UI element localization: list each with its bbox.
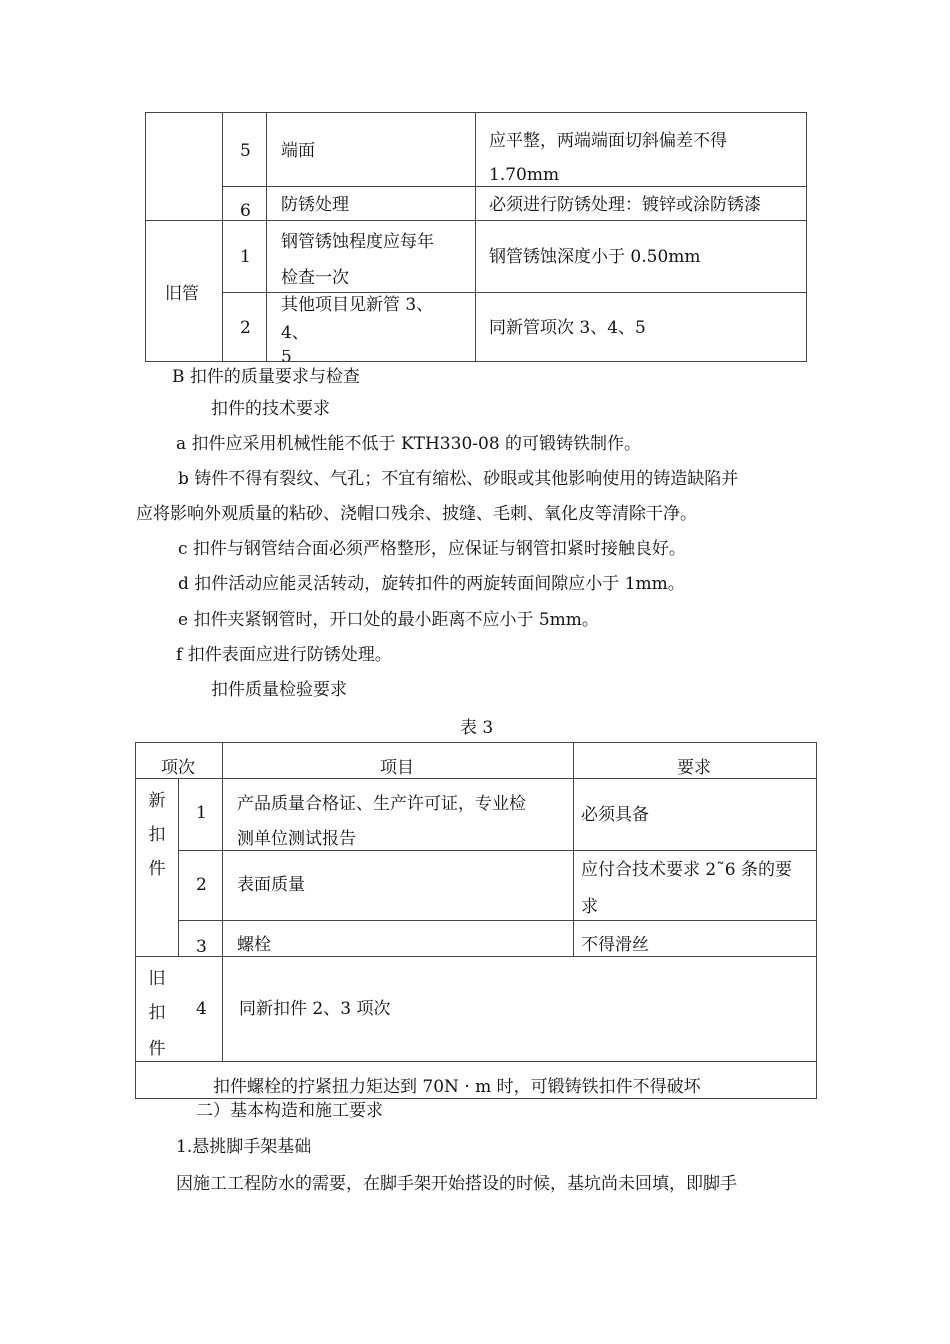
list-item: a 扣件应采用机械性能不低于 KTH330-08 的可锻铸铁制作。: [176, 434, 642, 454]
table-cell-item: 5: [281, 350, 292, 361]
list-item: e 扣件夹紧钢管时，开口处的最小距离不应小于 5mm。: [178, 610, 599, 630]
table-cell-item: 螺栓: [237, 935, 271, 955]
group-label-char: 件: [148, 1039, 166, 1059]
table-header-item: 项目: [380, 758, 414, 778]
group-label-char: 扣: [148, 1003, 166, 1023]
table-cell-req: 必须具备: [581, 805, 649, 825]
section-heading: B 扣件的质量要求与检查: [172, 367, 360, 387]
table-cell-item: 检查一次: [281, 268, 349, 288]
table-cell-req: 1.70mm: [489, 165, 560, 185]
group-label-char: 新: [148, 791, 166, 811]
table-cell-num: 2: [240, 318, 251, 338]
group-label-char: 件: [148, 859, 166, 879]
table-cell-item: 测单位测试报告: [237, 829, 356, 849]
table-caption: 表 3: [460, 718, 494, 738]
list-item: d 扣件活动应能灵活转动，旋转扣件的两旋转面间隙应小于 1mm。: [178, 574, 685, 594]
table-cell-item: 防锈处理: [281, 195, 349, 215]
table-header-num: 项次: [161, 758, 195, 778]
table-cell-num: 6: [240, 201, 251, 221]
table-cell-req: 应平整，两端端面切斜偏差不得: [489, 131, 727, 151]
table-cell-num: 3: [196, 937, 207, 957]
table-cell-num: 4: [196, 999, 207, 1019]
list-item: f 扣件表面应进行防锈处理。: [176, 645, 392, 665]
table-cell-item: 产品质量合格证、生产许可证，专业检: [237, 794, 526, 814]
table-cell-item: 其他项目见新管 3、: [281, 295, 434, 315]
table-cell-req: 不得滑丝: [581, 935, 649, 955]
group-label-char: 旧: [148, 969, 166, 989]
list-item: b 铸件不得有裂纹、气孔；不宜有缩松、砂眼或其他影响使用的铸造缺陷并: [178, 469, 739, 489]
table-cell-num: 5: [240, 141, 251, 161]
table-cell-item: 同新扣件 2、3 项次: [239, 999, 391, 1019]
list-item: c 扣件与钢管结合面必须严格整形，应保证与钢管扣紧时接触良好。: [178, 539, 686, 559]
table-cell-item: 钢管锈蚀程度应每年: [281, 232, 434, 252]
table-cell-num: 1: [240, 247, 251, 267]
table-cell-req: 同新管项次 3、4、5: [489, 318, 646, 338]
table-cell-item: 表面质量: [237, 875, 305, 895]
section-heading: 二）基本构造和施工要求: [196, 1101, 383, 1121]
table-cell-num: 1: [196, 803, 207, 823]
table-cell-req: 钢管锈蚀深度小于 0.50mm: [489, 247, 701, 267]
table-cell-req: 应付合技术要求 2˜6 条的要: [581, 860, 792, 880]
list-item-continuation: 应将影响外观质量的粘砂、浇帽口残余、披缝、毛刺、氧化皮等清除干净。: [136, 504, 697, 524]
table-cell-req: 必须进行防锈处理：镀锌或涂防锈漆: [489, 195, 761, 215]
table-cell-num: 2: [196, 875, 207, 895]
table-cell-item: 4、: [281, 323, 309, 343]
subsection-heading: 扣件质量检验要求: [211, 680, 347, 700]
table-header-req: 要求: [677, 758, 711, 778]
table-cell-req: 求: [581, 897, 598, 917]
table-group-label: 旧管: [165, 284, 199, 304]
paragraph: 因施工工程防水的需要，在脚手架开始搭设的时候，基坑尚未回填，即脚手: [176, 1174, 737, 1194]
table-footer: 扣件螺栓的拧紧扭力矩达到 70N · m 时，可锻铸铁扣件不得破坏: [213, 1077, 701, 1097]
table-footer-clip: [136, 1062, 816, 1098]
table-cell-item: 端面: [281, 141, 315, 161]
group-label-char: 扣: [148, 825, 166, 845]
subsection-heading: 1.悬挑脚手架基础: [176, 1137, 312, 1157]
table-cell-item-clipped: [281, 350, 311, 361]
subsection-heading: 扣件的技术要求: [211, 399, 330, 419]
